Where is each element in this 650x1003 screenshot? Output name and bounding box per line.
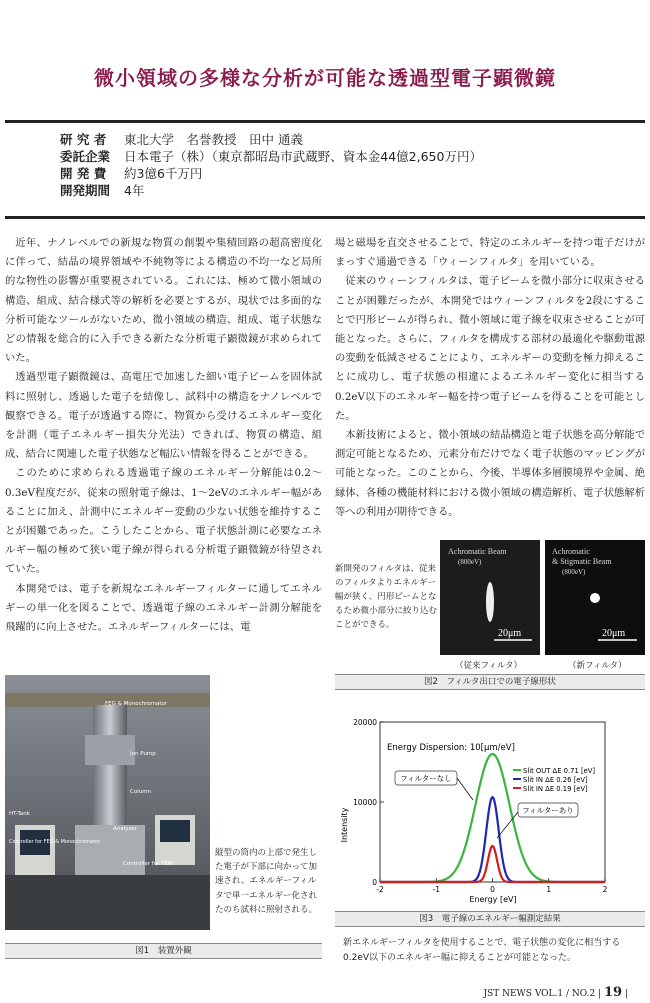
photo-label: Ion Pump bbox=[130, 751, 156, 757]
divider bbox=[5, 216, 645, 219]
photo-label: Controller for FEG & Monochromator bbox=[9, 839, 101, 845]
project-info bbox=[60, 131, 482, 199]
fig1-apparatus-photo bbox=[5, 675, 210, 930]
paragraph: 従来のウィーンフィルタは、電子ビームを微小部分に収束させることが困難だったが、本開発ではウィーンフィルタを2段にすることで円形ビームが得られ、微小領域に電子線を収束させることが可能となった。さらに、フィルタを構成する部材の最適化や駆動電源の変動を低減させることにより、エネルギーの変動を極力抑えることに成功し、電子状態の相違によるエネルギー変化に相当する0.2eV以下のエネルギー幅を持つ電子ビームを得ることを可能とした。 bbox=[335, 275, 645, 422]
chart-title: Energy Dispersion: 10[μm/eV] bbox=[387, 743, 515, 753]
y-tick-label: 20000 bbox=[353, 718, 377, 727]
x-tick-label: 2 bbox=[602, 885, 608, 894]
info-value: 東北大学 名誉教授 田中 通義 bbox=[124, 132, 303, 147]
photo-label: HT-Tank bbox=[9, 811, 30, 817]
energy-width-chart bbox=[335, 710, 645, 905]
body-column-left bbox=[5, 234, 322, 637]
info-key: 開 発 費 bbox=[60, 166, 107, 181]
divider bbox=[5, 120, 645, 123]
photo-label: Controller for TEM bbox=[123, 861, 173, 867]
x-tick-label: -2 bbox=[376, 885, 384, 894]
paragraph: 場と磁場を直交させることで、特定のエネルギーを持つ電子だけがまっすぐ通過できる「ウィーンフィルタ」を用いている。 bbox=[335, 237, 645, 269]
fig2-beam-images bbox=[440, 540, 645, 655]
x-tick-label: 0 bbox=[490, 885, 495, 894]
photo-label: Analyzer bbox=[113, 826, 137, 832]
beam-title: Achromatic Beam bbox=[448, 547, 507, 556]
info-row-company bbox=[60, 148, 482, 165]
legend-label: Slit IN ΔE 0.26 [eV] bbox=[523, 776, 588, 784]
beam-subtitle: (800eV) bbox=[458, 558, 482, 566]
round-beam-spot bbox=[590, 593, 600, 603]
scale-label: 20μm bbox=[602, 628, 626, 639]
fig2-label-old: （従来フィルタ） bbox=[455, 661, 522, 671]
page-separator: | bbox=[624, 989, 628, 999]
annotation-label: フィルターなし bbox=[400, 774, 452, 783]
journal-name: JST NEWS bbox=[483, 989, 532, 999]
page-number: 19 bbox=[603, 985, 623, 1000]
fig2-description: 新開発のフィルタは、従来のフィルタよりエネルギー幅が狭く、円形ビームとなるため微小部分に絞り込むことができる。 bbox=[335, 564, 438, 630]
page-title: 微小領域の多様な分析が可能な透過型電子顕微鏡 bbox=[94, 66, 556, 90]
page-footer bbox=[483, 985, 628, 1000]
info-row-period bbox=[60, 182, 482, 199]
fig1-caption: 図1 装置外観 bbox=[5, 943, 322, 959]
paragraph: 本開発では、電子を新規なエネルギーフィルターに通してエネルギーの単一化を図ることで、透過電子線のエネルギー計測分解能を飛躍的に向上させた。エネルギーフィルターには、電 bbox=[5, 582, 322, 634]
paragraph: このために求められる透過電子線のエネルギー分解能は0.2〜0.3eV程度だが、従来の照射電子線は、1〜2eVのエネルギー幅があることに加え、計測中にエネルギー変動の少ない状態を維持することが困難であった。こうしたことから、電子状態計測に必要なエネルギー幅の極めて狭い電子線が得られる分析電子顕微鏡が待望されていた。 bbox=[5, 467, 322, 576]
x-axis-label: Energy [eV] bbox=[469, 895, 517, 904]
body-column-right bbox=[335, 234, 645, 522]
page-separator: | bbox=[598, 989, 602, 999]
info-value: 約3億6千万円 bbox=[124, 166, 203, 181]
paragraph: 透過型電子顕微鏡は、高電圧で加速した細い電子ビームを固体試料に照射し、透過した電子を結像し、試料中の構造をナノレベルで観察できる。電子が透過する際に、物質から受けるエネルギー変化を計測（電子エネルギー損失分光法）できれば、物質の構造、組成、結合に関連した電子状態など幅広い情報を得ることができる。 bbox=[5, 371, 322, 461]
photo-label: FEG & Monochromator bbox=[105, 701, 168, 707]
beam-subtitle: (800eV) bbox=[562, 568, 586, 576]
annotation-label: フィルターあり bbox=[522, 806, 574, 815]
beam-title: & Stigmatic Beam bbox=[552, 557, 612, 566]
fig3-caption: 図3 電子線のエネルギー幅測定結果 bbox=[335, 911, 645, 927]
annotation-no-filter bbox=[395, 771, 473, 800]
y-tick-label: 0 bbox=[372, 878, 377, 887]
volume-info: VOL.1 / NO.2 bbox=[534, 989, 596, 999]
info-value: 日本電子（株）（東京都昭島市武蔵野、資本金44億2,650万円） bbox=[124, 149, 482, 164]
scale-label: 20μm bbox=[498, 628, 522, 639]
info-key: 委託企業 bbox=[60, 149, 111, 164]
x-tick-label: 1 bbox=[546, 885, 552, 894]
info-row-cost bbox=[60, 165, 482, 182]
legend-label: Slit IN ΔE 0.19 [eV] bbox=[523, 785, 588, 793]
fig2-caption: 図2 フィルタ出口での電子線形状 bbox=[335, 674, 645, 690]
y-axis-label: Intensity bbox=[340, 807, 349, 843]
beam-title: Achromatic bbox=[552, 547, 590, 556]
fig3-description: 新エネルギーフィルタを使用することで、電子状態の変化に相当する0.2eV以下のエネルギー幅に抑えることが可能となった。 bbox=[343, 938, 621, 963]
elongated-beam-spot bbox=[486, 582, 494, 622]
info-row-researcher bbox=[60, 131, 482, 148]
paragraph: 本新技術によると、微小領域の結晶構造と電子状態を高分解能で測定可能となるため、元素分布だけでなく電子状態のマッピングが可能となった。このことから、今後、半導体多層膜境界や金属、絶縁体、各種の機能材料における微小領域の構造解析、電子状態解析等への利用が期待できる。 bbox=[335, 429, 645, 518]
photo-label: Column bbox=[130, 789, 152, 795]
legend-label: Slit OUT ΔE 0.71 [eV] bbox=[523, 767, 596, 775]
paragraph: 近年、ナノレベルでの新規な物質の創製や集積回路の超高密度化に伴って、結晶の境界領域や不純物等による構造の不均一など局所的な物性の影響が重要視されている。これには、極めて微小領域の構造、組成、結合様式等の解析を必要とするが、現状では多面的な分析可能なツールがないため、微小領域の構造、組成、電子状態などの情報を総合的に入手できる新たな分析電子顕微鏡が求められていた。 bbox=[5, 237, 322, 365]
y-tick-label: 10000 bbox=[353, 798, 377, 807]
x-tick-label: -1 bbox=[432, 885, 440, 894]
info-value: 4年 bbox=[124, 183, 145, 198]
annotation-with-filter bbox=[497, 803, 578, 838]
info-key: 研 究 者 bbox=[60, 132, 107, 147]
fig2-label-new: （新フィルタ） bbox=[568, 661, 627, 671]
series-line bbox=[380, 846, 605, 882]
fig1-description: 縦型の筒内の上部で発生した電子が下部に向かって加速され、エネルギーフィルタで単一エネルギー化されたのち試料に照射される。 bbox=[215, 848, 318, 915]
info-key: 開発期間 bbox=[60, 183, 111, 198]
